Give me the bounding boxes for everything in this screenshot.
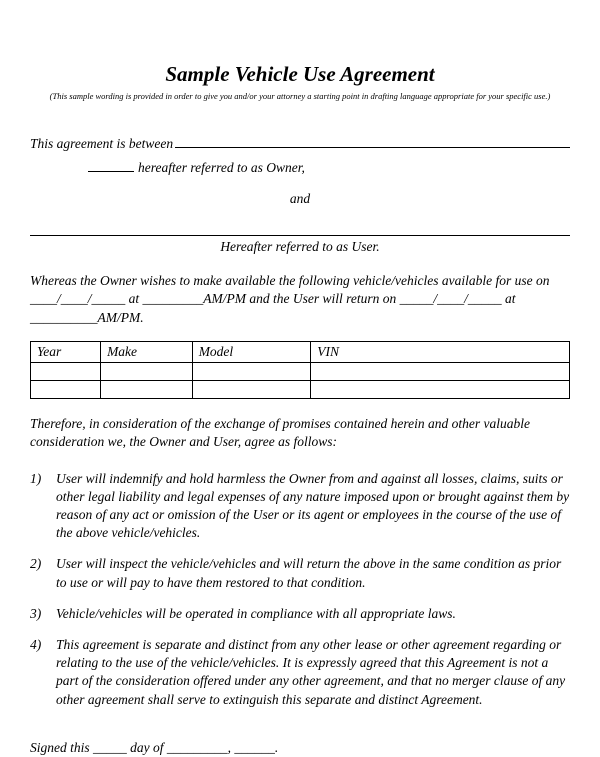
clause-text: User will inspect the vehicle/vehicles and will return the above in the same condition as prior to use or will pay to have them restored to that condition. [56,556,562,590]
table-cell-model [192,381,311,399]
therefore-paragraph: Therefore, in consideration of the exchange of promises contained herein and other valuable consideration we, the Owner and User, agree as follows: [30,416,531,450]
table-header-year: Year [31,341,101,362]
table-header-make: Make [101,341,193,362]
clause-number: 1) [30,470,42,486]
clause-number: 3) [30,605,42,621]
clause-text: User will indemnify and hold harmless the Owner from and against all losses, claims, suits or other legal liability and legal expenses of any nature imposed upon or brought against them by reason of any act or omission of the User or its agent or employees in the course of the use of the above vehicle/vehicles. [56,470,570,541]
clause-text: Vehicle/vehicles will be operated in compliance with all appropriate laws. [56,605,456,621]
vehicle-table-row [31,381,570,399]
clause-number: 4) [30,637,42,653]
owner-reference-label: hereafter referred to as Owner, [138,160,305,176]
table-header-vin: VIN [311,341,570,362]
whereas-paragraph: Whereas the Owner wishes to make available the following vehicle/vehicles available for use on ____/____/_____ at _________AM/PM and the User will return on _____/____/_____ at __________AM/PM. [30,273,550,325]
page-subtitle: (This sample wording is provided in order to give you and/or your attorney a starting point in drafting language appropriate for your specific use.) [49,91,551,102]
table-cell-vin [311,381,570,399]
owner-short-blank [88,159,134,173]
user-reference-label: Hereafter referred to as User. [220,238,380,254]
table-cell-make [101,363,193,381]
clause-item-3 [30,605,570,623]
clause-number: 2) [30,556,42,572]
page-title: Sample Vehicle Use Agreement [165,62,435,86]
table-cell-model [192,363,311,381]
table-cell-vin [311,363,570,381]
table-cell-year [31,381,101,399]
table-cell-year [31,363,101,381]
table-cell-make [101,381,193,399]
owner-name-blank [175,135,570,149]
agreement-intro-label: This agreement is between [30,136,174,152]
agreement-intro-line [30,135,570,154]
user-name-blank [30,222,570,236]
signed-line: Signed this _____ day of _________, ______. [30,739,279,755]
vehicle-table [30,341,570,399]
clause-list [30,470,570,709]
owner-reference-line [30,159,570,178]
clause-item-2 [30,555,570,591]
table-header-model: Model [192,341,311,362]
clause-item-4 [30,636,570,709]
and-separator: and [289,191,311,207]
clause-text: This agreement is separate and distinct from any other lease or other agreement regarding or relating to the use of the vehicle/vehicles. It is expressly agreed that this Agreement is not a part of the consideration offered under any other agreement, and that no merger clause of any other agreement shall serve to extinguish this separate and distinct Agreement. [56,637,566,707]
clause-item-1 [30,470,570,543]
vehicle-table-row [31,363,570,381]
vehicle-table-header-row [31,341,570,362]
